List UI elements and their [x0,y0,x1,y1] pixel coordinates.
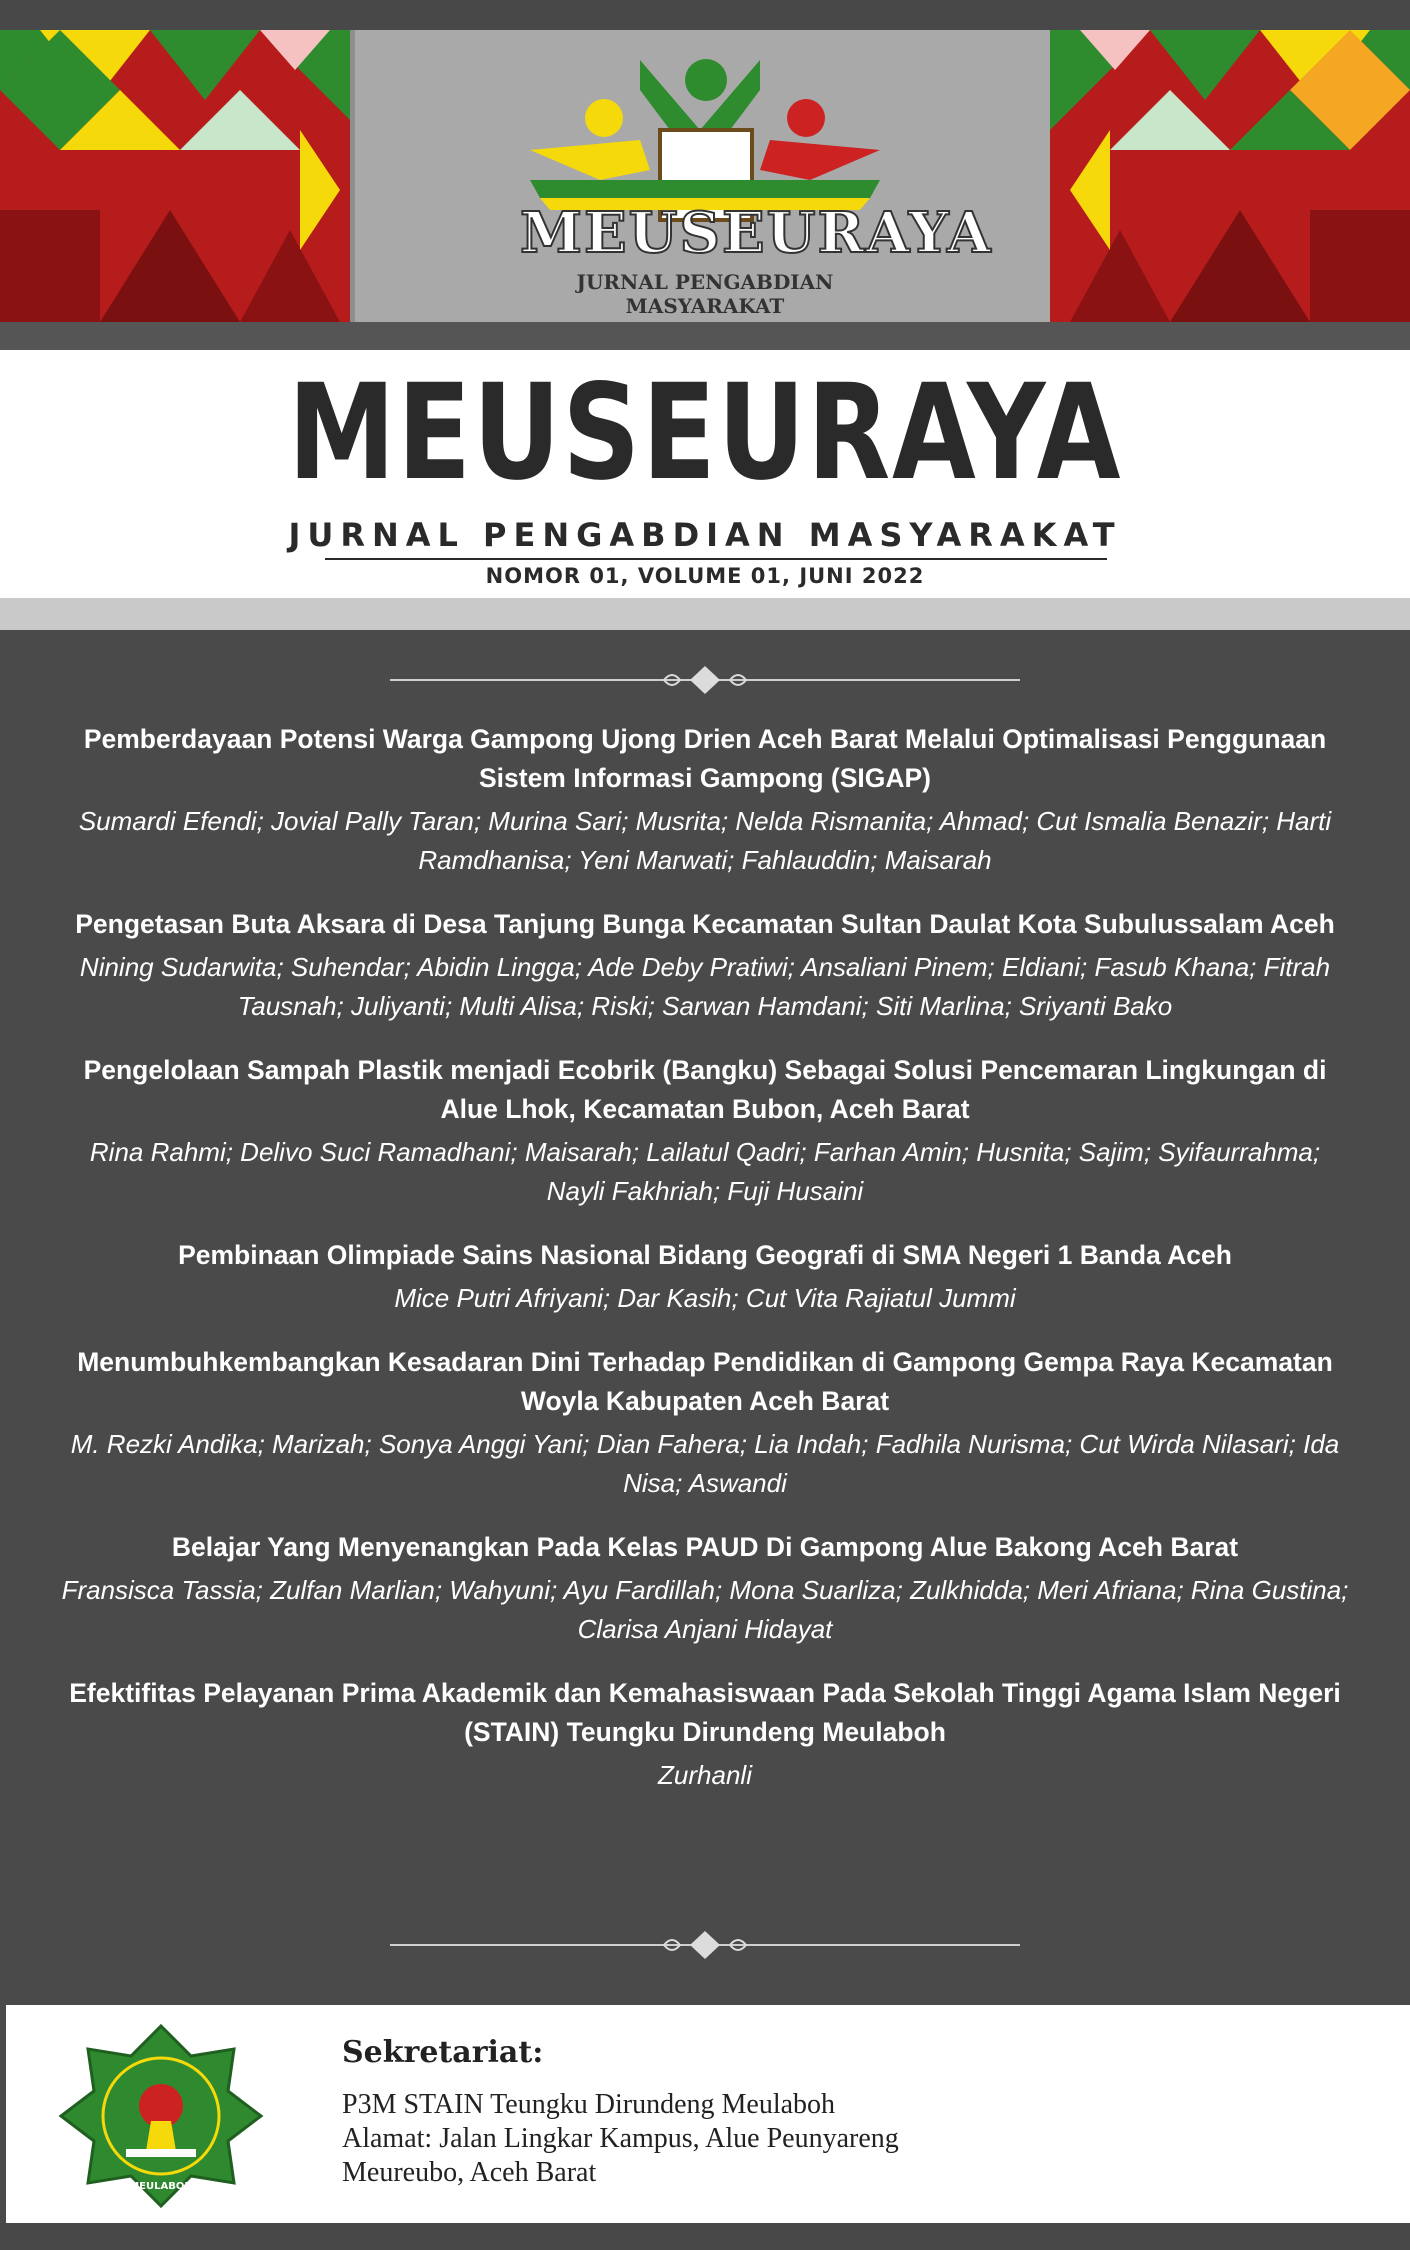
stain-seal-logo [56,2021,266,2211]
masthead-title: MEUSEURAYA [287,356,1123,510]
toc-entry[interactable] [60,720,1350,880]
secretariat-name: P3M STAIN Teungku Dirundeng Meulaboh [342,2089,836,2120]
entry-authors: Mice Putri Afriyani; Dar Kasih; Cut Vita Rajiatul Jummi [394,1283,1016,1313]
entry-title[interactable]: Pengelolaan Sampah Plastik menjadi Ecobrik (Bangku) Sebagai Solusi Pencemaran Lingkungan di Alue Lhok, Kecamatan Bubon, Aceh Barat [83,1055,1327,1124]
entry-authors: Sumardi Efendi; Jovial Pally Taran; Murina Sari; Musrita; Nelda Rismanita; Ahmad; Cut Ismalia Benazir; Harti Ramdhanisa; Yeni Marwati; Fahlauddin; Maisarah [78,806,1332,875]
seal-text: MEULABOH [129,2181,193,2192]
light-band [0,598,1410,630]
entry-authors: Zurhanli [658,1760,752,1790]
table-of-contents [0,630,1410,2005]
separator-band [0,322,1410,350]
entry-title[interactable]: Pembinaan Olimpiade Sains Nasional Bidang Geografi di SMA Negeri 1 Banda Aceh [178,1240,1232,1270]
masthead-underline [325,558,1107,560]
footer-edge [0,2005,6,2223]
divider-ornament-top [390,660,1020,700]
entry-authors: Rina Rahmi; Delivo Suci Ramadhani; Maisarah; Lailatul Qadri; Farhan Amin; Husnita; Sajim; Syifaurrahma; Nayli Fakhriah; Fuji Husaini [89,1137,1321,1206]
masthead [0,350,1410,598]
entry-title[interactable]: Pengetasan Buta Aksara di Desa Tanjung Bunga Kecamatan Sultan Daulat Kota Subulussalam Aceh [75,909,1335,939]
divider-ornament-bottom [390,1925,1020,1965]
entry-title[interactable]: Efektifitas Pelayanan Prima Akademik dan Kemahasiswaan Pada Sekolah Tinggi Agama Islam Negeri (STAIN) Teungku Dirundeng Meulaboh [69,1678,1341,1747]
toc-entry[interactable] [60,1051,1350,1211]
entry-title[interactable]: Pemberdayaan Potensi Warga Gampong Ujong Drien Aceh Barat Melalui Optimalisasi Penggunaan Sistem Informasi Gampong (SIGAP) [83,724,1327,793]
banner-logo-subtitle: JURNAL PENGABDIAN MASYARAKAT [576,270,834,318]
bottom-strip [0,2223,1410,2250]
toc-entry[interactable] [60,1528,1350,1649]
toc-entry[interactable] [60,1236,1350,1318]
entry-title[interactable]: Belajar Yang Menyenangkan Pada Kelas PAUD Di Gampong Alue Bakong Aceh Barat [171,1532,1239,1562]
issue-info: NOMOR 01, VOLUME 01, JUNI 2022 [485,564,925,588]
secretariat-heading: Sekretariat: [342,2035,544,2070]
top-strip [0,0,1410,30]
entry-title[interactable]: Menumbuhkembangkan Kesadaran Dini Terhadap Pendidikan di Gampong Gempa Raya Kecamatan Woyla Kabupaten Aceh Barat [77,1347,1333,1416]
entries-list [60,720,1350,1820]
banner [0,30,1410,322]
entry-authors: Nining Sudarwita; Suhendar; Abidin Lingga; Ade Deby Pratiwi; Ansaliani Pinem; Eldiani; Fasub Khana; Fitrah Tausnah; Juliyanti; Multi Alisa; Riski; Sarwan Hamdani; Siti Marlina; Sriyanti Bako [79,952,1331,1021]
secretariat-address-2: Meureubo, Aceh Barat [342,2157,597,2188]
entry-authors: Fransisca Tassia; Zulfan Marlian; Wahyuni; Ayu Fardillah; Mona Suarliza; Zulkhidda; Meri Afriana; Rina Gustina; Clarisa Anjani Hidayat [61,1575,1349,1644]
footer [0,2005,1410,2223]
entry-authors: M. Rezki Andika; Marizah; Sonya Anggi Yani; Dian Fahera; Lia Indah; Fadhila Nurisma; Cut Wirda Nilasari; Ida Nisa; Aswandi [70,1429,1340,1498]
banner-logo-text: MEUSEURAYA [520,200,993,266]
masthead-subtitle: JURNAL PENGABDIAN MASYARAKAT [288,516,1122,554]
toc-entry[interactable] [60,1674,1350,1795]
toc-entry[interactable] [60,905,1350,1026]
toc-entry[interactable] [60,1343,1350,1503]
secretariat-address: Alamat: Jalan Lingkar Kampus, Alue Peunyareng [342,2123,899,2154]
